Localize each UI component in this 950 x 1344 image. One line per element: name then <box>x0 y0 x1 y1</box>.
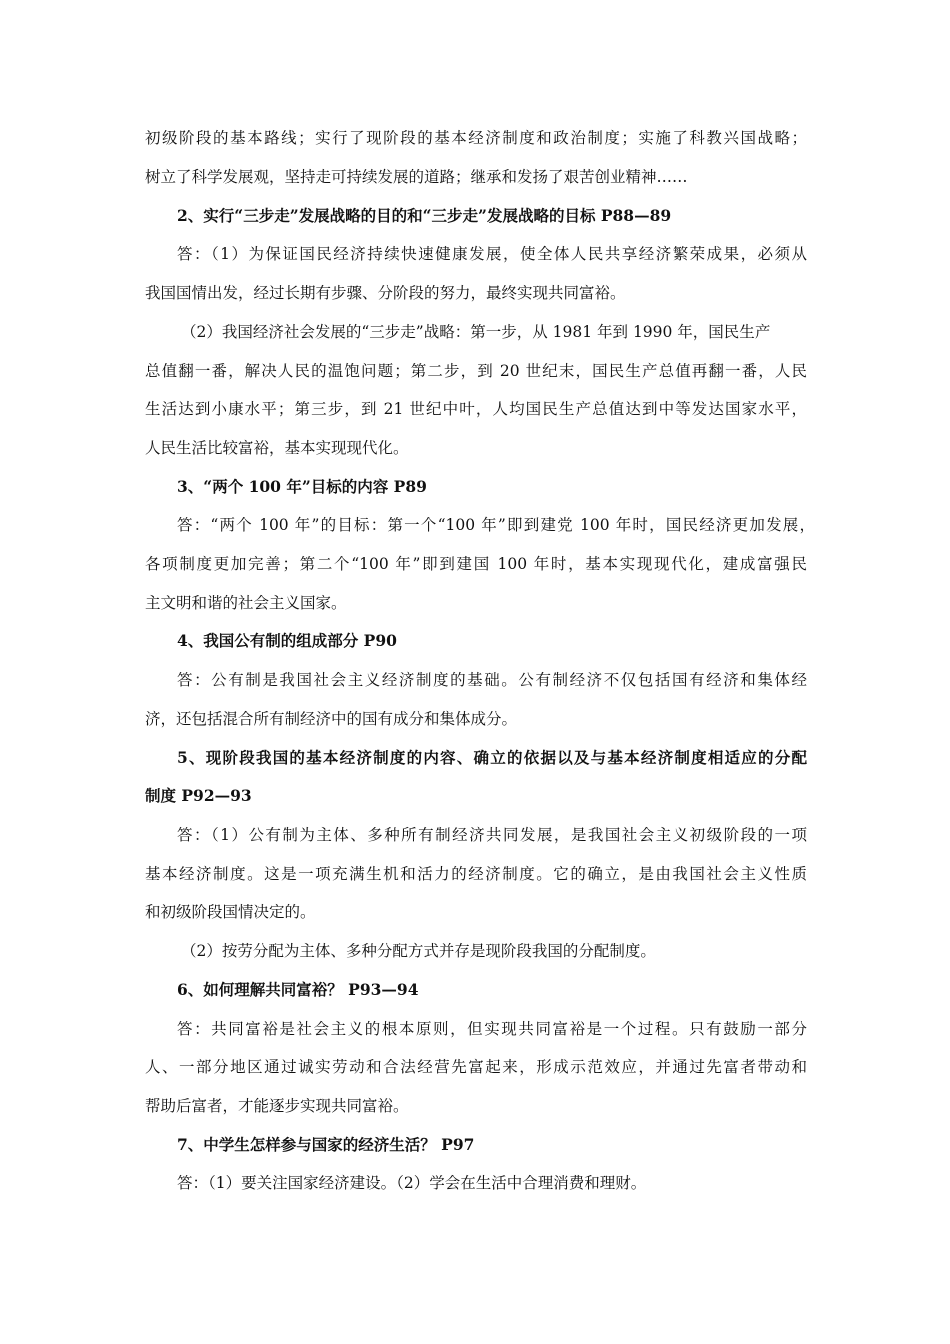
answer-text: 答：（1）为保证国民经济持续快速健康发展，使全体人民共享经济繁荣成果，必须从 <box>177 245 807 263</box>
text-line: 初级阶段的基本路线；实行了现阶段的基本经济制度和政治制度；实施了科教兴国战略； <box>145 129 807 147</box>
answer-text: 答：（1）公有制为主体、多种所有制经济共同发展，是我国社会主义初级阶段的一项 <box>177 826 807 844</box>
question-heading-4: 4、我国公有制的组成部分 P90 <box>177 631 397 650</box>
question-heading-5-cont: 制度 P92—93 <box>145 786 252 805</box>
text-line: 基本经济制度。这是一项充满生机和活力的经济制度。它的确立，是由我国社会主义性质 <box>145 865 807 883</box>
text-line: 我国国情出发，经过长期有步骤、分阶段的努力，最终实现共同富裕。 <box>145 284 626 302</box>
answer-text: 答：“两个 100 年”的目标：第一个“100 年”即到建党 100 年时，国民经济更加发展， <box>177 516 815 534</box>
text-line: （2）我国经济社会发展的“三步走”战略：第一步，从 1981 年到 1990 年，国民生产 <box>181 323 771 341</box>
text-line: 济，还包括混合所有制经济中的国有成分和集体成分。 <box>145 710 518 728</box>
answer-text: 答：公有制是我国社会主义经济制度的基础。公有制经济不仅包括国有经济和集体经 <box>177 671 807 689</box>
question-heading-7: 7、中学生怎样参与国家的经济生活？ P97 <box>177 1135 475 1154</box>
text-line: 帮助后富者，才能逐步实现共同富裕。 <box>145 1097 409 1115</box>
question-heading-6: 6、如何理解共同富裕？ P93—94 <box>177 980 419 999</box>
question-heading-2: 2、实行“三步走”发展战略的目的和“三步走”发展战略的目标 P88—89 <box>177 206 672 225</box>
answer-text: 答：共同富裕是社会主义的根本原则，但实现共同富裕是一个过程。只有鼓励一部分 <box>177 1020 807 1038</box>
text-line: （2）按劳分配为主体、多种分配方式并存是现阶段我国的分配制度。 <box>181 942 656 960</box>
text-line: 总值翻一番，解决人民的温饱问题；第二步，到 20 世纪末，国民生产总值再翻一番，人民 <box>145 362 807 380</box>
text-line: 人、一部分地区通过诚实劳动和合法经营先富起来，形成示范效应，并通过先富者带动和 <box>145 1058 807 1076</box>
text-line: 和初级阶段国情决定的。 <box>145 903 316 921</box>
text-line: 主文明和谐的社会主义国家。 <box>145 594 347 612</box>
text-line: 树立了科学发展观，坚持走可持续发展的道路；继承和发扬了艰苦创业精神…… <box>145 168 688 186</box>
text-line: 人民生活比较富裕，基本实现现代化。 <box>145 439 409 457</box>
answer-text: 答：（1）要关注国家经济建设。（2）学会在生活中合理消费和理财。 <box>177 1174 647 1192</box>
text-line: 生活达到小康水平；第三步，到 21 世纪中叶，人均国民生产总值达到中等发达国家水平， <box>145 400 807 418</box>
text-line: 各项制度更加完善；第二个“100 年”即到建国 100 年时，基本实现现代化，建成富强民 <box>145 555 807 573</box>
question-heading-3: 3、“两个 100 年”目标的内容 P89 <box>177 477 427 496</box>
question-heading-5: 5、现阶段我国的基本经济制度的内容、确立的依据以及与基本经济制度相适应的分配 <box>177 748 807 767</box>
